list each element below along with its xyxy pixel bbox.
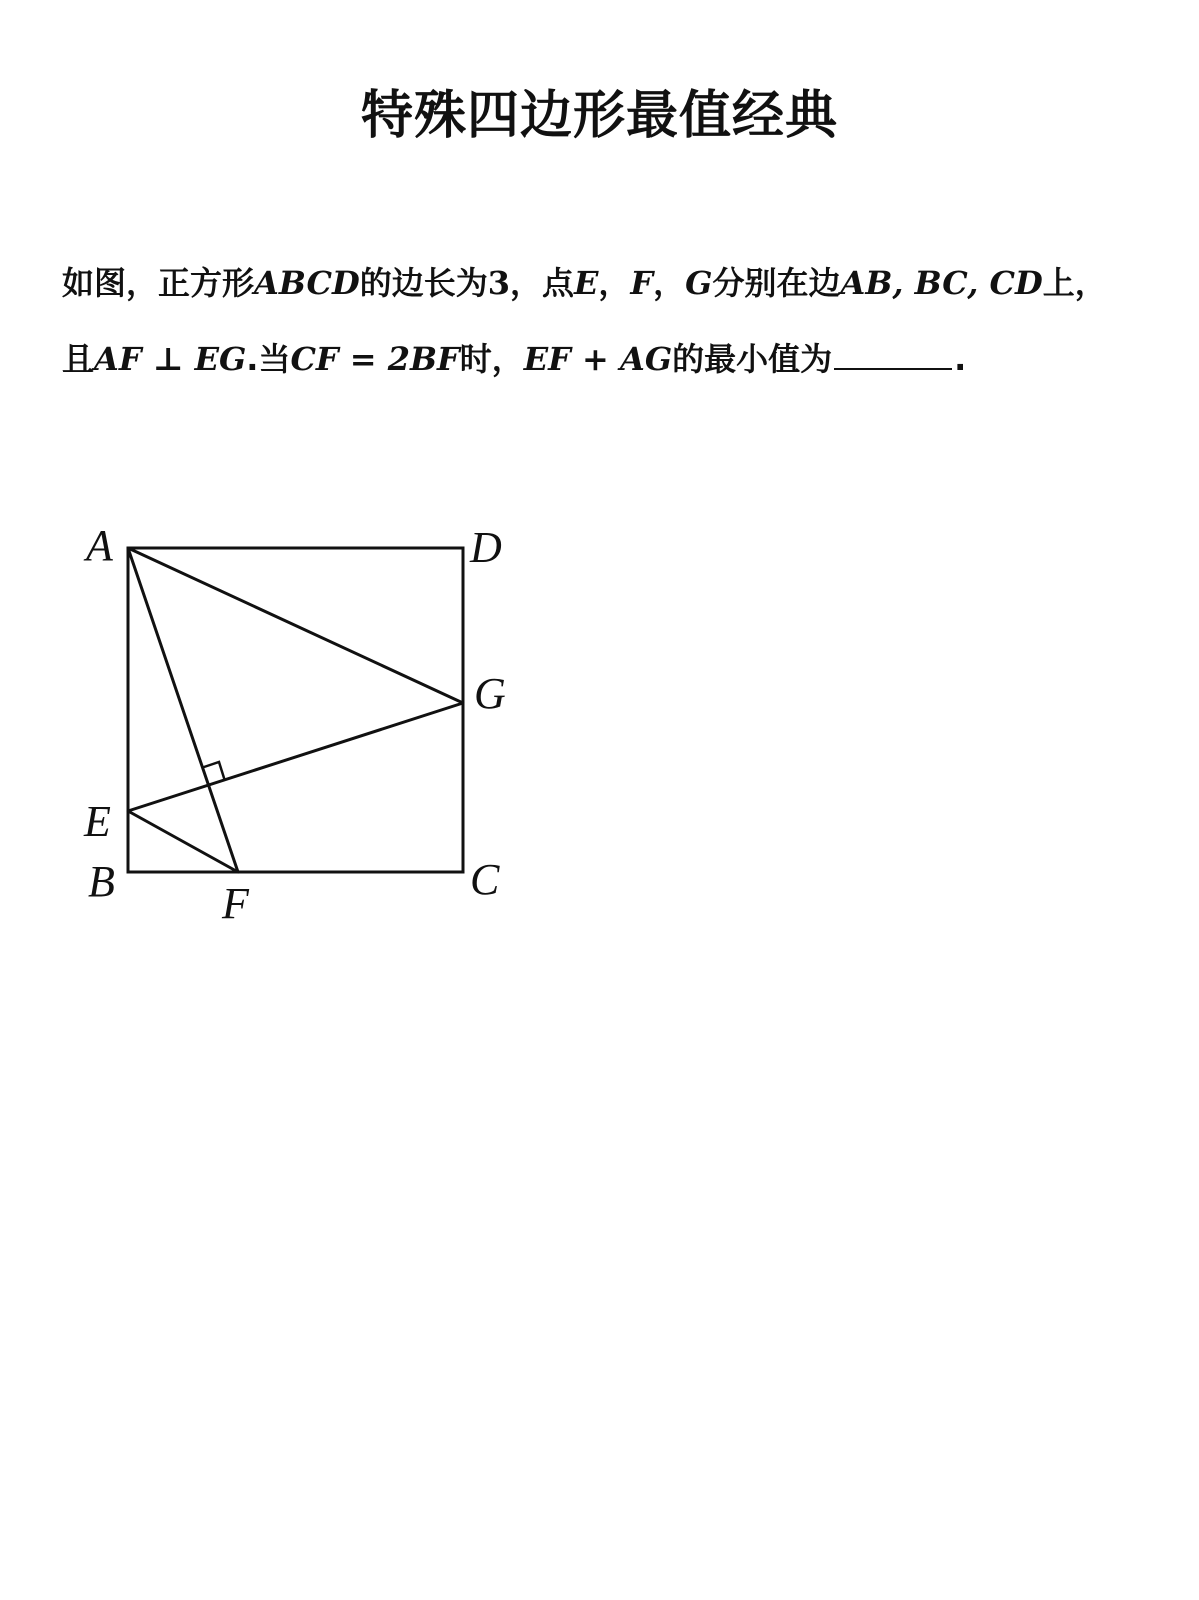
problem-text: 分别在边 xyxy=(712,264,841,302)
math-expression: EF + AG xyxy=(523,340,673,378)
problem-text: 上， xyxy=(1042,264,1107,302)
square-abcd xyxy=(128,548,463,872)
math-point-e: E xyxy=(574,264,599,302)
label-f: F xyxy=(222,879,249,928)
segment-af xyxy=(128,548,238,872)
label-c: C xyxy=(470,855,500,904)
label-g: G xyxy=(474,669,506,718)
problem-text: ，点 xyxy=(509,264,574,302)
problem-text: 的最小值为 xyxy=(672,340,833,378)
right-angle-mark xyxy=(204,762,224,778)
label-b: B xyxy=(88,857,115,906)
problem-text: ， xyxy=(653,264,686,302)
problem-text: 且 xyxy=(62,340,95,378)
problem-text: 时， xyxy=(459,340,524,378)
problem-text: 如图，正方形 xyxy=(62,264,255,302)
problem-text: ， xyxy=(598,264,631,302)
problem-text: .当 xyxy=(246,340,291,378)
math-square-name: ABCD xyxy=(254,264,360,302)
math-condition: CF = 2BF xyxy=(290,340,460,378)
math-point-f: F xyxy=(630,264,654,302)
problem-text: 的边长为 xyxy=(359,264,488,302)
math-side-length: 3 xyxy=(487,264,510,302)
segment-ag xyxy=(128,548,463,703)
math-point-g: G xyxy=(685,264,713,302)
problem-text: . xyxy=(954,340,967,378)
segment-eg xyxy=(128,703,463,811)
page-title: 特殊四边形最值经典 xyxy=(360,86,838,146)
math-sides: AB, BC, CD xyxy=(840,264,1043,302)
label-a: A xyxy=(86,521,113,570)
label-d: D xyxy=(470,523,502,572)
math-perpendicular: AF ⊥ EG xyxy=(94,340,247,378)
label-e: E xyxy=(84,797,111,846)
